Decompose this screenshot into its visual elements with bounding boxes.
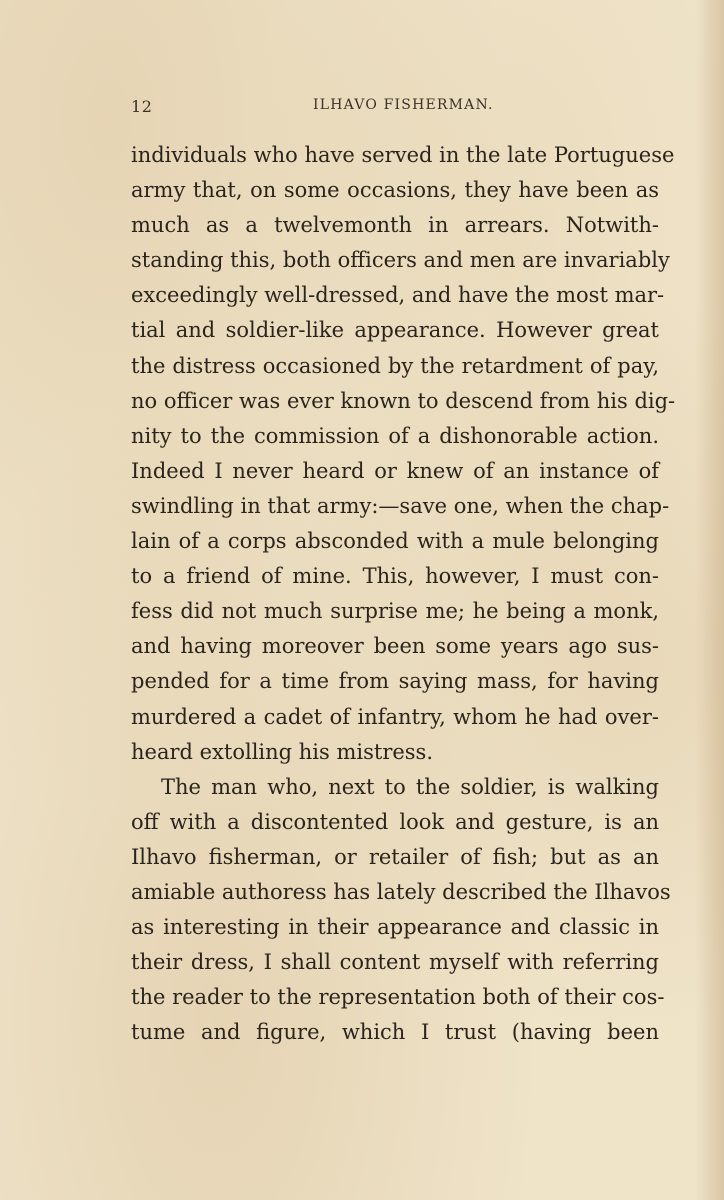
text-line: Indeed I never heard or knew of an instance of: [131, 458, 659, 483]
paragraph-start-line: The man who, next to the soldier, is walking: [161, 774, 659, 799]
text-line: the distress occasioned by the retardment of pay,: [131, 353, 659, 378]
text-line: pended for a time from saying mass, for having: [131, 669, 659, 694]
text-line: much as a twelvemonth in arrears. Notwith-: [131, 213, 659, 238]
text-line: and having moreover been some years ago sus-: [131, 634, 659, 659]
text-line: fess did not much surprise me; he being a monk,: [131, 599, 659, 624]
body-text: [131, 138, 676, 1050]
text-line: tume and figure, which I trust (having been: [131, 1020, 659, 1045]
text-line: to a friend of mine. This, however, I must con-: [131, 564, 659, 589]
text-line: exceedingly well-dressed, and have the most mar-: [131, 283, 665, 308]
text-line: Ilhavo fisherman, or retailer of fish; but as an: [131, 844, 659, 869]
text-line: tial and soldier-like appearance. However great: [131, 318, 659, 343]
text-line: swindling in that army:—save one, when the chap-: [131, 493, 670, 518]
paragraph-end-line: heard extolling his mistress.: [131, 739, 434, 764]
running-head: [131, 97, 659, 119]
text-line: off with a discontented look and gesture, is an: [131, 809, 659, 834]
text-line: amiable authoress has lately described the Ilhavos: [131, 879, 671, 904]
text-line: the reader to the representation both of their cos-: [131, 985, 665, 1010]
text-line: individuals who have served in the late Portuguese: [131, 143, 675, 167]
running-title: ILHAVO FISHERMAN.: [313, 97, 494, 113]
text-line: their dress, I shall content myself with referring: [131, 950, 659, 975]
text-line: army that, on some occasions, they have been as: [131, 178, 659, 203]
text-line: no officer was ever known to descend from his dig-: [131, 388, 676, 413]
page-number: 12: [131, 97, 153, 116]
text-line: nity to the commission of a dishonorable action.: [131, 423, 659, 448]
text-line: lain of a corps absconded with a mule belonging: [131, 529, 659, 554]
text-line: murdered a cadet of infantry, whom he had over-: [131, 704, 659, 729]
text-line: standing this, both officers and men are invariably: [131, 248, 670, 273]
text-line: as interesting in their appearance and classic in: [131, 915, 659, 940]
